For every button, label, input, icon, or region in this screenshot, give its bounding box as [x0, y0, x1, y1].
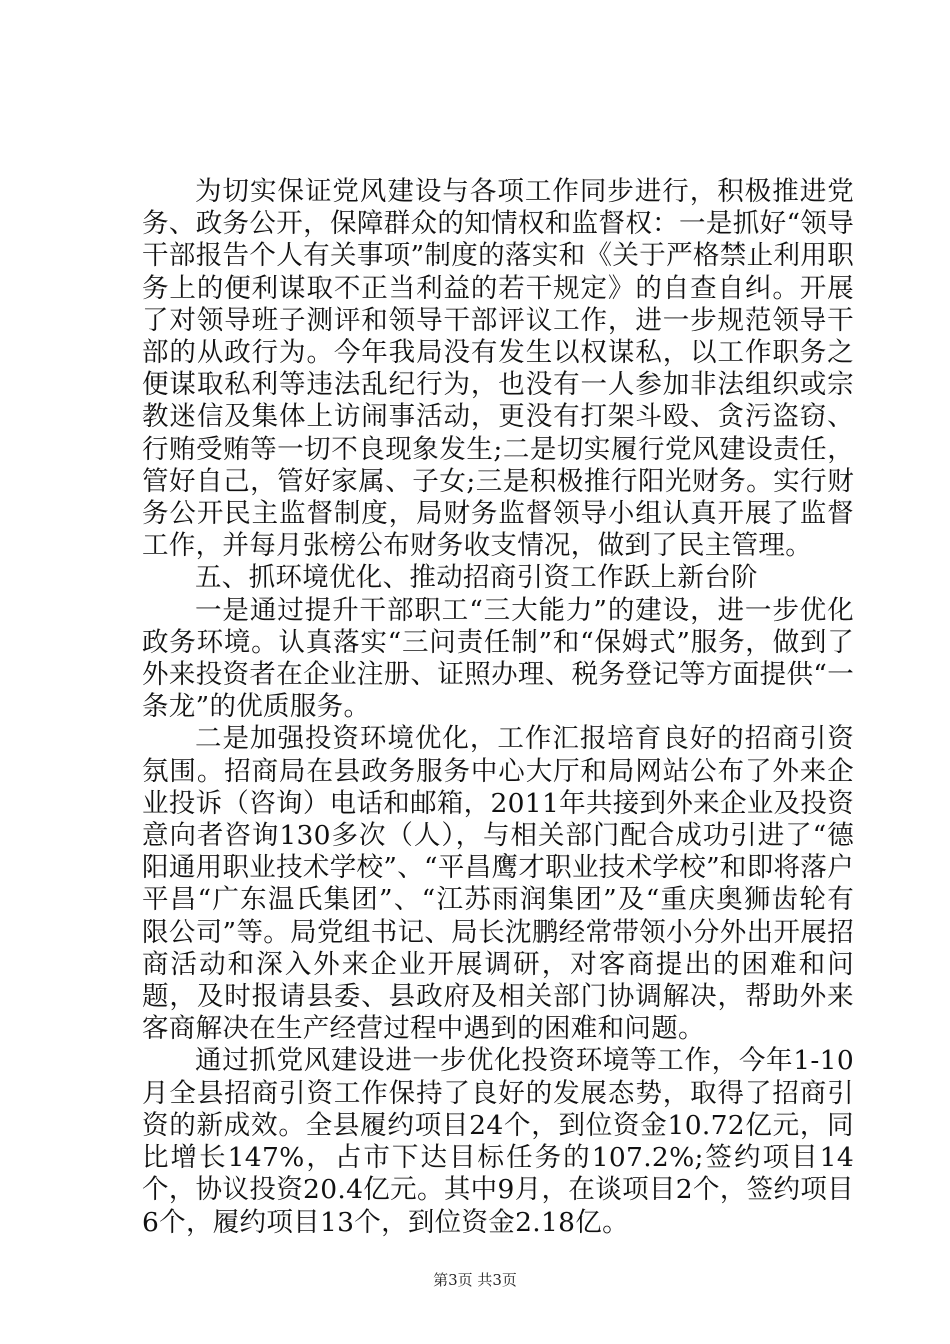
- paragraph-party-conduct: 为切实保证党风建设与各项工作同步进行，积极推进党务、政务公开，保障群众的知情权和监督权：一是抓好“领导干部报告个人有关事项”制度的落实和《关于严格禁止利用职务上的便利谋取不正当利益的若干规定》的自查自纠。开展了对领导班子测评和领导干部评议工作，进一步规范领导干部的从政行为。今年我局没有发生以权谋私，以工作职务之便谋取私利等违法乱纪行为，也没有一人参加非法组织或宗教迷信及集体上访闹事活动，更没有打架斗殴、贪污盗窃、行贿受贿等一切不良现象发生;二是切实履行党风建设责任，管好自己，管好家属、子女;三是积极推行阳光财务。实行财务公开民主监督制度，局财务监督领导小组认真开展了监督工作，并每月张榜公布财务收支情况，做到了民主管理。: [142, 176, 854, 562]
- document-body: [142, 176, 854, 1239]
- paragraph-investment-environment: 二是加强投资环境优化，工作汇报培育良好的招商引资氛围。招商局在县政务服务中心大厅和局网站公布了外来企业投诉（咨询）电话和邮箱，2011年共接到外来企业及投资意向者咨询130多次（人），与相关部门配合成功引进了“德阳通用职业技术学校”、“平昌鹰才职业技术学校”和即将落户平昌“广东温氏集团”、“江苏雨润集团”及“重庆奥狮齿轮有限公司”等。局党组书记、局长沈鹏经常带领小分外出开展招商活动和深入外来企业开展调研，对客商提出的困难和问题，及时报请县委、县政府及相关部门协调解决，帮助外来客商解决在生产经营过程中遇到的困难和问题。: [142, 723, 854, 1045]
- paragraph-investment-results: 通过抓党风建设进一步优化投资环境等工作，今年1-10月全县招商引资工作保持了良好的发展态势，取得了招商引资的新成效。全县履约项目24个，到位资金10.72亿元，同比增长147%，占市下达目标任务的107.2%;签约项目14个，协议投资20.4亿元。其中9月，在谈项目2个，签约项目6个，履约项目13个，到位资金2.18亿。: [142, 1045, 854, 1238]
- paragraph-government-environment: 一是通过提升干部职工“三大能力”的建设，进一步优化政务环境。认真落实“三问责任制”和“保姆式”服务，做到了外来投资者在企业注册、证照办理、税务登记等方面提供“一条龙”的优质服务。: [142, 594, 854, 723]
- section-heading-five: 五、抓环境优化、推动招商引资工作跃上新台阶: [195, 562, 758, 594]
- page-footer: 第3页 共3页: [433, 1271, 517, 1289]
